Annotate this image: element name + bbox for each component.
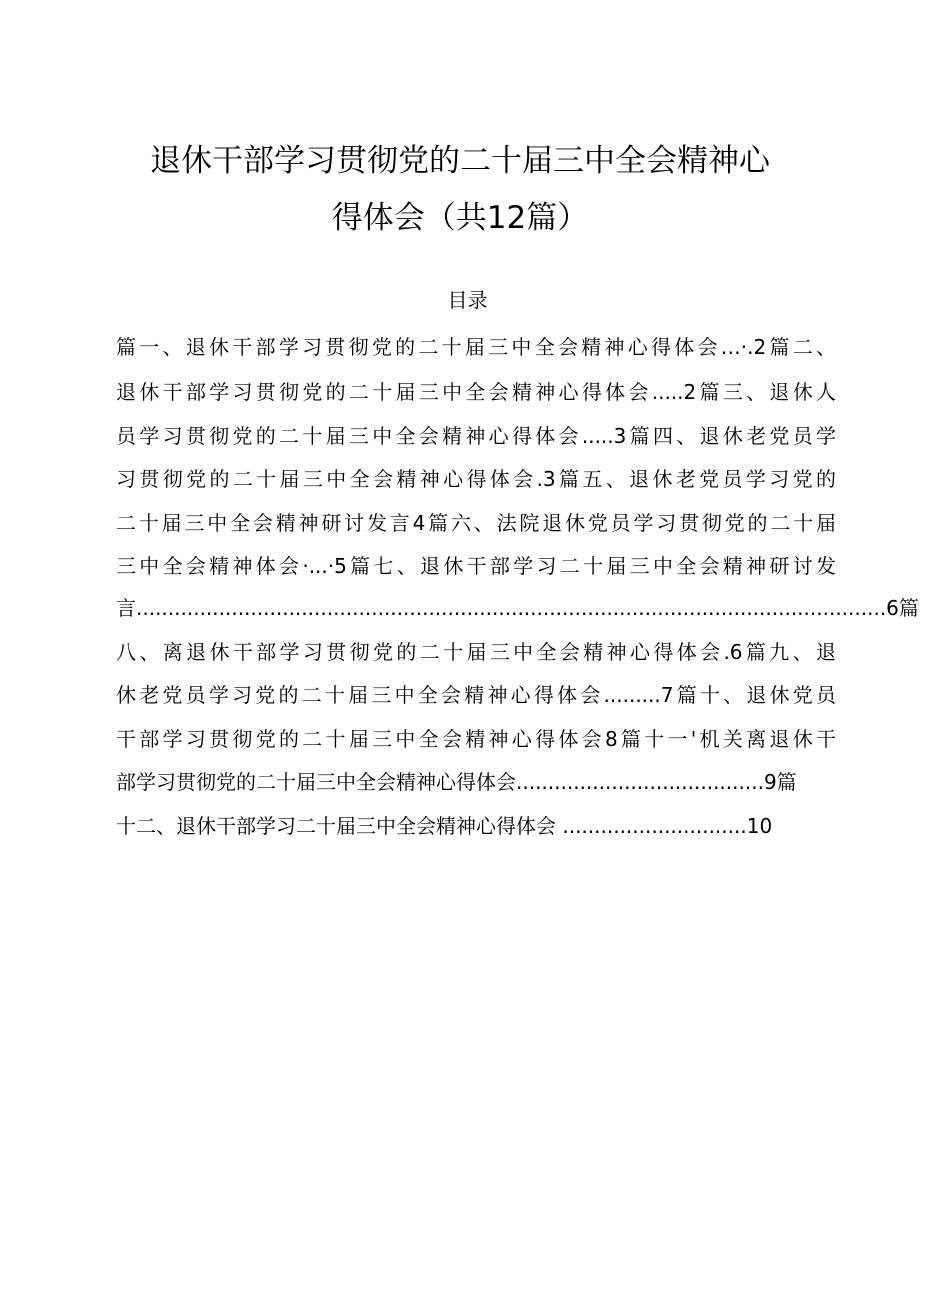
toc-line: 休老党员学习党的二十届三中全会精神心得体会.........7篇十、退休党员 xyxy=(116,683,836,707)
toc-line: 言......................................................................................................................6篇 xyxy=(116,596,919,620)
toc-line: 员学习贯彻党的二十届三中全会精神心得体会.....3篇四、退休老党员学 xyxy=(116,424,836,448)
toc-line: 退休干部学习贯彻党的二十届三中全会精神心得体会.....2篇三、退休人 xyxy=(116,380,836,404)
toc-line: 习贯彻党的二十届三中全会精神心得体会.3篇五、退休老党员学习党的 xyxy=(116,467,836,491)
toc-line: 八、离退休干部学习贯彻党的二十届三中全会精神心得体会.6篇九、退 xyxy=(116,640,836,664)
toc-line: 部学习贯彻党的二十届三中全会精神心得体会.......................................9篇 xyxy=(116,770,797,794)
toc-line: 三中全会精神体会·...·5篇七、退休干部学习二十届三中全会精神研讨发 xyxy=(116,554,836,578)
document-title-line-1: 退休干部学习贯彻党的二十届三中全会精神心 xyxy=(150,143,770,179)
toc-heading: 目录 xyxy=(447,288,488,312)
document-title-line-2: 得体会（共12篇） xyxy=(331,200,589,236)
toc-line: 篇一、退休干部学习贯彻党的二十届三中全会精神心得体会…·.2篇二、 xyxy=(116,335,836,359)
toc-line: 二十届三中全会精神研讨发言4篇六、法院退休党员学习贯彻党的二十届 xyxy=(116,511,836,535)
toc-line: 十二、退休干部学习二十届三中全会精神心得体会 .............................10 xyxy=(116,814,773,838)
toc-line: 干部学习贯彻党的二十届三中全会精神心得体会8篇十一'机关离退休干 xyxy=(116,727,836,751)
